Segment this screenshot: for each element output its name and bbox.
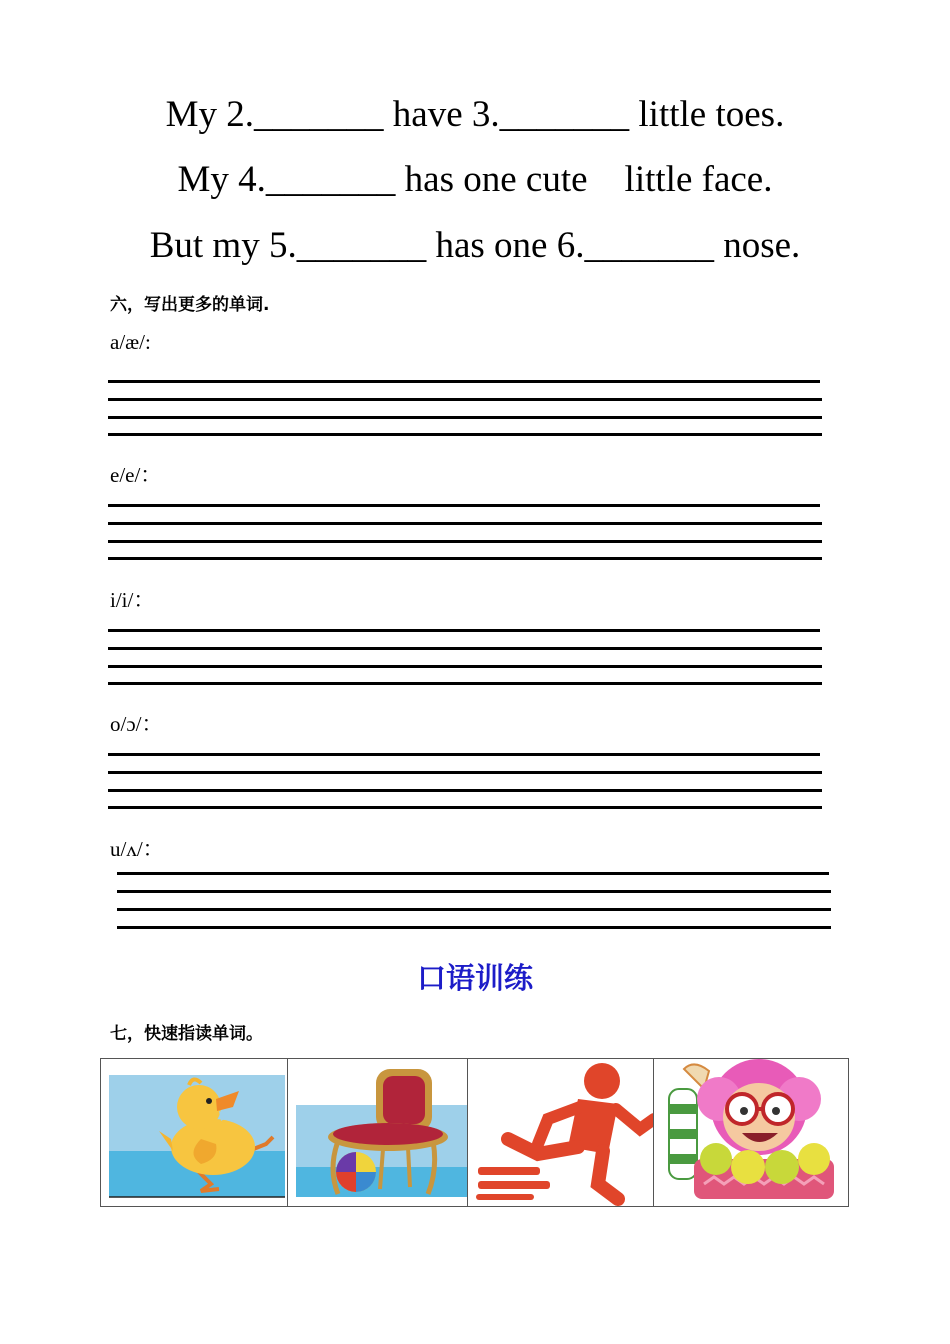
sound-label-u: u/ʌ/：: [110, 837, 164, 861]
writing-line[interactable]: [108, 753, 820, 756]
oral-training-title: 口语训练: [416, 961, 533, 995]
running-person-picture[interactable]: [468, 1059, 654, 1206]
writing-line[interactable]: [108, 789, 822, 792]
writing-line[interactable]: [117, 872, 829, 875]
sound-label-i: i/i/：: [110, 588, 155, 612]
sound-label-o: o/ɔ/：: [110, 712, 163, 736]
writing-line[interactable]: [108, 647, 822, 650]
writing-line[interactable]: [108, 522, 822, 525]
poem-line-2: My 4._______ has one cute little face.: [177, 159, 773, 200]
writing-line[interactable]: [108, 380, 820, 383]
clown-picture[interactable]: [654, 1059, 848, 1206]
writing-line[interactable]: [108, 398, 822, 401]
writing-line[interactable]: [108, 771, 822, 774]
writing-line[interactable]: [117, 890, 831, 893]
writing-line[interactable]: [108, 806, 822, 809]
writing-line[interactable]: [108, 504, 820, 507]
chair-icon: [288, 1059, 468, 1206]
sound-label-a: a/æ/:: [110, 330, 151, 354]
picture-table: [100, 1058, 849, 1207]
sound-label-e: e/e/：: [110, 463, 162, 487]
running-person-icon: [468, 1059, 654, 1206]
writing-line[interactable]: [108, 629, 820, 632]
section-7-heading: 七，快速指读单词。: [110, 1024, 263, 1044]
writing-line[interactable]: [108, 665, 822, 668]
writing-line[interactable]: [108, 682, 822, 685]
writing-line[interactable]: [108, 557, 822, 560]
writing-line[interactable]: [108, 433, 822, 436]
writing-line[interactable]: [117, 908, 831, 911]
writing-line[interactable]: [108, 416, 822, 419]
duck-picture[interactable]: [101, 1059, 288, 1206]
writing-line[interactable]: [117, 926, 831, 929]
section-6-heading: 六，写出更多的单词.: [110, 295, 270, 315]
writing-line[interactable]: [108, 540, 822, 543]
clown-icon: [654, 1059, 848, 1206]
poem-line-3: But my 5._______ has one 6._______ nose.: [149, 225, 801, 266]
duck-icon: [101, 1059, 288, 1206]
chair-picture[interactable]: [288, 1059, 468, 1206]
poem-line-1: My 2._______ have 3._______ little toes.: [165, 94, 785, 135]
